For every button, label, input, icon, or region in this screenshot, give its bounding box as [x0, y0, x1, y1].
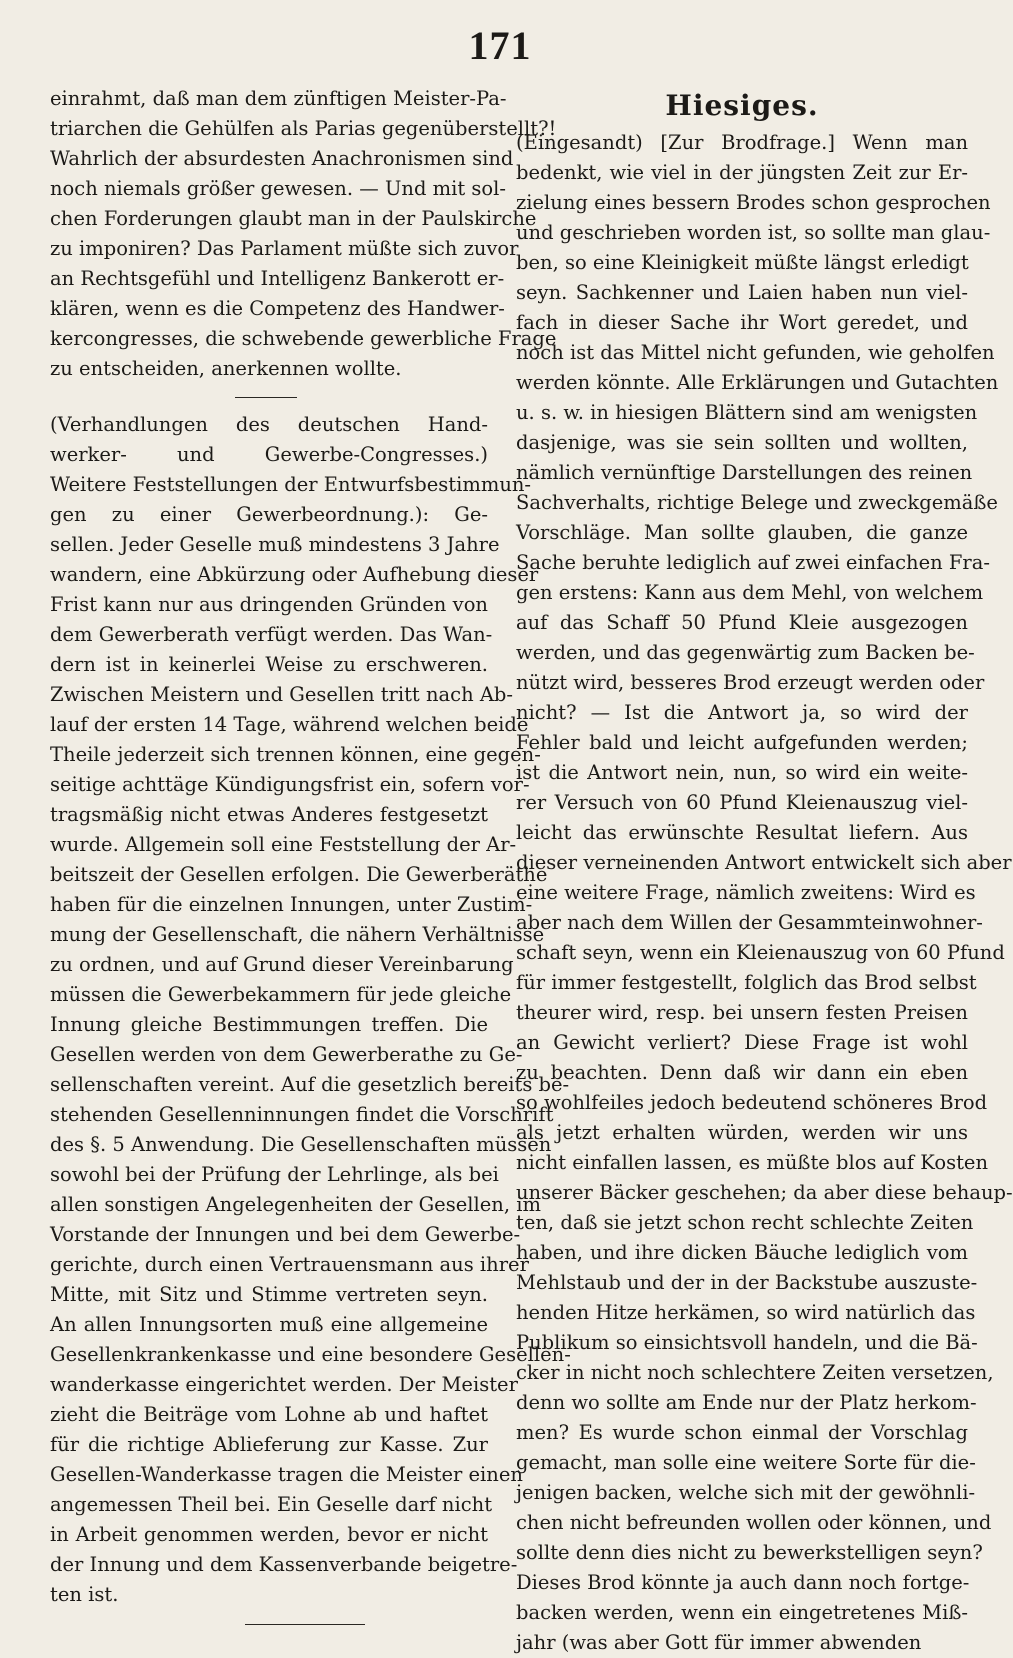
text-line: Gesellenkrankenkasse und eine besondere Gesellen-	[50, 1343, 571, 1366]
text-line: dem Gewerberath verfügt werden. Das Wan-	[50, 623, 493, 646]
text-line: werden, und das gegenwärtig zum Backen be-	[516, 641, 975, 664]
text-line: noch ist das Mittel nicht gefunden, wie geholfen	[516, 341, 995, 364]
text-line: fach in dieser Sache ihr Wort geredet, und	[516, 311, 968, 334]
text-line: eine weitere Frage, nämlich zweitens: Wird es	[516, 881, 976, 904]
text-line: mung der Gesellenschaft, die nähern Verhältnisse	[50, 923, 545, 946]
text-line: nützt wird, besseres Brod erzeugt werden oder	[516, 671, 985, 694]
text-line: Theile jederzeit sich trennen können, eine gegen-	[50, 743, 541, 766]
text-line: sollte denn dies nicht zu bewerkstelligen seyn?	[516, 1541, 983, 1564]
text-line: wandern, eine Abkürzung oder Aufhebung dieser	[50, 563, 539, 586]
text-line: Frist kann nur aus dringenden Gründen von	[50, 593, 488, 616]
text-line: Vorschläge. Man sollte glauben, die ganze	[516, 521, 968, 544]
text-line: men? Es wurde schon einmal der Vorschlag	[516, 1421, 968, 1444]
text-line: kercongresses, die schwebende gewerbliche Frage	[50, 327, 557, 350]
text-line: gen zu einer Gewerbeordnung.): Ge-	[50, 503, 488, 526]
text-line: sowohl bei der Prüfung der Lehrlinge, als bei	[50, 1163, 499, 1186]
text-line: chen Forderungen glaubt man in der Paulskirche	[50, 207, 537, 230]
text-line: der Innung und dem Kassenverbande beigetre-	[50, 1553, 518, 1576]
text-line: an Rechtsgefühl und Intelligenz Bankerott er-	[50, 267, 505, 290]
text-line: Dieses Brod könnte ja auch dann noch fortge-	[516, 1571, 970, 1594]
text-line: sellenschaften vereint. Auf die gesetzlich bereits be-	[50, 1073, 570, 1096]
text-line: Mehlstaub und der in der Backstube auszuste-	[516, 1271, 978, 1294]
text-line: in Arbeit genommen werden, bevor er nicht	[50, 1523, 488, 1546]
column-end-divider	[50, 1610, 488, 1636]
text-line: denn wo sollte am Ende nur der Platz herkom-	[516, 1391, 977, 1414]
text-line: zu entscheiden, anerkennen wollte.	[50, 357, 402, 380]
text-line: seitige achttäge Kündigungsfrist ein, sofern vor-	[50, 773, 530, 796]
text-line: seyn. Sachkenner und Laien haben nun viel-	[516, 281, 968, 304]
text-line: Gesellen werden von dem Gewerberathe zu Ge-	[50, 1043, 523, 1066]
text-line: für immer festgestellt, folglich das Brod selbst	[516, 971, 977, 994]
text-line: Publikum so einsichtsvoll handeln, und die Bä-	[516, 1331, 978, 1354]
right-column	[516, 84, 1013, 1658]
text-line: nämlich vernünftige Darstellungen des reinen	[516, 461, 973, 484]
text-line: chen nicht befreunden wollen oder können, und	[516, 1511, 992, 1534]
text-line: bedenkt, wie viel in der jüngsten Zeit zur Er-	[516, 161, 968, 184]
text-line: Wahrlich der absurdesten Anachronismen sind	[50, 147, 514, 170]
text-line: zu beachten. Denn daß wir dann ein eben	[516, 1061, 968, 1084]
text-line: (Verhandlungen des deutschen Hand-	[50, 413, 488, 436]
text-line: zu imponiren? Das Parlament müßte sich zuvor	[50, 237, 519, 260]
text-line: schaft seyn, wenn ein Kleienauszug von 60 Pfund	[516, 941, 1005, 964]
text-line: jahr (was aber Gott für immer abwenden	[516, 1631, 922, 1654]
text-line: rer Versuch von 60 Pfund Kleienauszug viel-	[516, 791, 968, 814]
text-line: Innung gleiche Bestimmungen treffen. Die	[50, 1013, 488, 1036]
text-line: zieht die Beiträge vom Lohne ab und haftet	[50, 1403, 488, 1426]
text-line: gen erstens: Kann aus dem Mehl, von welchem	[516, 581, 984, 604]
text-line: leicht das erwünschte Resultat liefern. Aus	[516, 821, 968, 844]
text-line: Sache beruhte lediglich auf zwei einfachen Fra-	[516, 551, 990, 574]
text-line: so wohlfeiles jedoch bedeutend schöneres Brod	[516, 1091, 988, 1114]
text-line: werker- und Gewerbe-Congresses.)	[50, 443, 488, 466]
section-divider	[50, 384, 488, 410]
paragraph-brodfrage	[516, 128, 1013, 1658]
text-line: ist die Antwort nein, nun, so wird ein weite-	[516, 761, 968, 784]
text-line: nicht? — Ist die Antwort ja, so wird der	[516, 701, 968, 724]
text-line: an Gewicht verliert? Diese Frage ist wohl	[516, 1031, 968, 1054]
text-line: unserer Bäcker geschehen; da aber diese behaup-	[516, 1181, 1013, 1204]
text-line: dieser verneinenden Antwort entwickelt sich aber	[516, 851, 1012, 874]
text-line: als jetzt erhalten würden, werden wir uns	[516, 1121, 968, 1144]
text-line: ten, daß sie jetzt schon recht schlechte Zeiten	[516, 1211, 974, 1234]
text-line: cker in nicht noch schlechtere Zeiten versetzen,	[516, 1361, 994, 1384]
text-line: zielung eines bessern Brodes schon gesprochen	[516, 191, 991, 214]
left-column	[50, 84, 571, 1636]
text-line: und geschrieben worden ist, so sollte man glau-	[516, 221, 991, 244]
paragraph-gewerbe-critique	[50, 84, 557, 384]
text-line: Fehler bald und leicht aufgefunden werden;	[516, 731, 968, 754]
section-heading-hiesiges: Hiesiges.	[665, 89, 819, 122]
text-line: des §. 5 Anwendung. Die Gesellenschaften müssen	[50, 1133, 552, 1156]
text-line: aber nach dem Willen der Gesammteinwohner-	[516, 911, 983, 934]
text-line: angemessen Theil bei. Ein Geselle darf nicht	[50, 1493, 493, 1516]
text-line: backen werden, wenn ein eingetretenes Miß-	[516, 1601, 968, 1624]
page-number: 171	[468, 23, 532, 68]
text-line: Sachverhalts, richtige Belege und zweckgemäße	[516, 491, 998, 514]
text-line: zu ordnen, und auf Grund dieser Vereinbarung	[50, 953, 514, 976]
text-line: auf das Schaff 50 Pfund Kleie ausgezogen	[516, 611, 968, 634]
text-line: müssen die Gewerbekammern für jede gleiche	[50, 983, 512, 1006]
text-line: lauf der ersten 14 Tage, während welchen beide	[50, 713, 529, 736]
text-line: gerichte, durch einen Vertrauensmann aus ihrer	[50, 1253, 529, 1276]
text-line: wanderkasse eingerichtet werden. Der Meister	[50, 1373, 518, 1396]
text-line: wurde. Allgemein soll eine Feststellung der Ar-	[50, 833, 517, 856]
text-line: einrahmt, daß man dem zünftigen Meister-Pa-	[50, 87, 507, 110]
text-line: Vorstande der Innungen und bei dem Gewerbe-	[50, 1223, 521, 1246]
text-line: haben, und ihre dicken Bäuche lediglich vom	[516, 1241, 968, 1264]
text-line: ten ist.	[50, 1583, 119, 1606]
text-line: triarchen die Gehülfen als Parias gegenüberstellt?!	[50, 117, 557, 140]
text-line: Gesellen-Wanderkasse tragen die Meister einen	[50, 1463, 523, 1486]
text-line: theurer wird, resp. bei unsern festen Preisen	[516, 1001, 968, 1024]
paragraph-handwerker-congress	[50, 410, 571, 1610]
text-line: werden könnte. Alle Erklärungen und Gutachten	[516, 371, 999, 394]
text-line: klären, wenn es die Competenz des Handwer-	[50, 297, 505, 320]
text-line: Mitte, mit Sitz und Stimme vertreten seyn.	[50, 1283, 488, 1306]
text-line: gemacht, man solle eine weitere Sorte für die-	[516, 1451, 976, 1474]
text-line: stehenden Gesellenninnungen findet die Vorschrift	[50, 1103, 554, 1126]
text-line: allen sonstigen Angelegenheiten der Gesellen, im	[50, 1193, 541, 1216]
text-line: dasjenige, was sie sein sollten und wollten,	[516, 431, 968, 454]
text-line: (Eingesandt) [Zur Brodfrage.] Wenn man	[516, 131, 968, 154]
text-line: nicht einfallen lassen, es müßte blos auf Kosten	[516, 1151, 989, 1174]
text-line: dern ist in keinerlei Weise zu erschweren.	[50, 653, 488, 676]
text-line: sellen. Jeder Geselle muß mindestens 3 Jahre	[50, 533, 500, 556]
text-line: beitszeit der Gesellen erfolgen. Die Gewerberäthe	[50, 863, 548, 886]
text-line: noch niemals größer gewesen. — Und mit sol-	[50, 177, 506, 200]
text-line: ben, so eine Kleinigkeit müßte längst erledigt	[516, 251, 969, 274]
text-line: henden Hitze herkämen, so wird natürlich das	[516, 1301, 976, 1324]
text-line: tragsmäßig nicht etwas Anderes festgesetzt	[50, 803, 488, 826]
text-line: jenigen backen, welche sich mit der gewöhnli-	[516, 1481, 976, 1504]
text-line: haben für die einzelnen Innungen, unter Zustim-	[50, 893, 533, 916]
text-line: u. s. w. in hiesigen Blättern sind am wenigsten	[516, 401, 978, 424]
text-line: für die richtige Ablieferung zur Kasse. Zur	[50, 1433, 488, 1456]
text-line: Weitere Feststellungen der Entwurfsbestimmun-	[50, 473, 532, 496]
text-line: Zwischen Meistern und Gesellen tritt nach Ab-	[50, 683, 513, 706]
text-line: An allen Innungsorten muß eine allgemeine	[50, 1313, 488, 1336]
